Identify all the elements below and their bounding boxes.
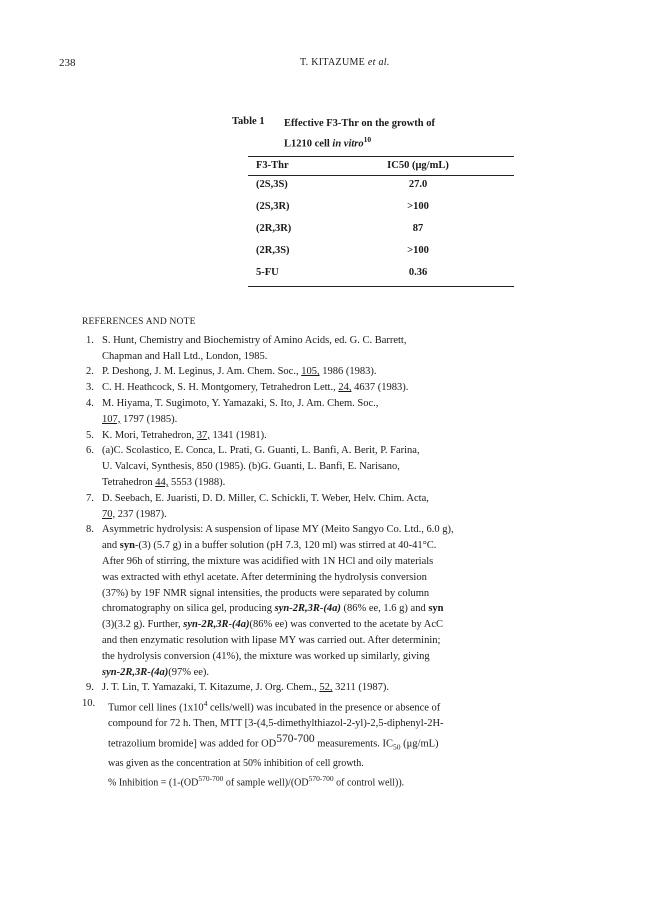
reference-line: the hydrolysis conversion (41%), the mixture was worked up similarly, giving — [102, 650, 430, 662]
reference-line: was extracted with ethyl acetate. After determining the hydrolysis conversion — [102, 571, 427, 583]
table-title-in-vitro: in vitro — [332, 138, 364, 150]
reference-number: 7. — [86, 492, 94, 504]
reference-item — [82, 380, 642, 396]
references-section — [82, 315, 642, 792]
reference-line: P. Deshong, J. M. Leginus, J. Am. Chem. Soc., 105, 1986 (1983). — [102, 366, 377, 378]
reference-line: Chapman and Hall Ltd., London, 1985. — [102, 350, 268, 362]
reference-number: 3. — [86, 382, 94, 394]
cell-compound: (2S,3S) — [256, 179, 288, 190]
header-ic50: IC50 (μg/mL) — [387, 160, 449, 171]
running-head-suffix: et al. — [367, 57, 390, 68]
reference-line: U. Valcavi, Synthesis, 850 (1985). (b)G. Guanti, L. Banfi, E. Narisano, — [102, 461, 400, 473]
table-title-ref: 10 — [363, 135, 372, 144]
reference-line: and then enzymatic resolution with lipase MY was carried out. After determinin; — [102, 634, 441, 646]
references-heading: REFERENCES AND NOTE — [82, 317, 196, 327]
reference-number: 6. — [86, 445, 94, 457]
reference-item — [82, 522, 642, 680]
running-head — [300, 57, 390, 68]
reference-line: compound for 72 h. Then, MTT [3-(4,5-dimethylthiazol-2-yl)-2,5-diphenyl-2H- — [108, 718, 444, 730]
header-compound: F3-Thr — [256, 160, 289, 171]
reference-item — [82, 333, 642, 365]
volume: 52, — [319, 682, 333, 694]
volume: 105, — [301, 366, 320, 378]
reference-item — [82, 696, 642, 791]
reference-line: (a)C. Scolastico, E. Conca, L. Prati, G. Guanti, L. Banfi, A. Berit, P. Farina, — [102, 445, 420, 457]
reference-item — [82, 491, 642, 523]
table-label: Table 1 — [232, 116, 265, 127]
table-title — [284, 116, 544, 153]
reference-line: M. Hiyama, T. Sugimoto, Y. Yamazaki, S. Ito, J. Am. Chem. Soc., — [102, 397, 379, 409]
reference-line: D. Seebach, E. Juaristi, D. D. Miller, C. Schickli, T. Weber, Helv. Chim. Acta, — [102, 492, 429, 504]
table-row — [248, 176, 514, 198]
reference-line: tetrazolium bromide] was added for OD$^{570-700}$ measurements. $IC_{50}$ (μg/mL) — [108, 733, 439, 752]
cell-ic50: 27.0 — [408, 179, 428, 190]
reference-line: and syn-(3) (5.7 g) in a buffer solution (pH 7.3, 120 ml) was stirred at 40-41°C. — [102, 540, 437, 552]
cell-compound: 5-FU — [256, 267, 279, 278]
reference-item — [82, 680, 642, 696]
reference-line: (37%) by 19F NMR signal intensities, the products were separated by column — [102, 587, 430, 599]
reference-line: Tetrahedron 44, 5553 (1988). — [102, 476, 226, 488]
reference-line: C. H. Heathcock, S. H. Montgomery, Tetrahedron Lett., 24, 4637 (1983). — [102, 382, 409, 394]
reference-line: J. T. Lin, T. Yamazaki, T. Kitazume, J. Org. Chem., 52, 3211 (1987). — [102, 682, 389, 694]
volume: 24, — [338, 382, 352, 394]
reference-line: chromatography on silica gel, producing syn-2R,3R-(4a) (86% ee, 1.6 g) and syn — [102, 603, 444, 615]
reference-line: 107, 1797 (1985). — [102, 413, 178, 425]
reference-number: 2. — [86, 366, 94, 378]
reference-item — [82, 443, 642, 490]
reference-line: After 96h of stirring, the mixture was acidified with 1N HCl and oily materials — [102, 555, 434, 567]
reference-number: 10. — [82, 698, 96, 710]
table-row — [248, 264, 514, 286]
running-head-author: T. KITAZUME — [300, 57, 366, 68]
reference-item — [82, 428, 642, 444]
reference-line: 70, 237 (1987). — [102, 508, 167, 520]
reference-number: 9. — [86, 682, 94, 694]
reference-item — [82, 364, 642, 380]
page-number: 238 — [59, 57, 76, 69]
table-title-line1: Effective F3-Thr on the growth of — [284, 118, 435, 129]
table-row — [248, 242, 514, 264]
table-header-row — [248, 157, 514, 175]
cell-compound: (2R,3S) — [256, 245, 290, 256]
cell-ic50: 87 — [412, 223, 424, 234]
cell-compound: (2R,3R) — [256, 223, 292, 234]
reference-line: Tumor cell lines ($1x10^4$ cells/well) was incubated in the presence or absence of — [108, 699, 441, 714]
volume: 44, — [155, 476, 169, 488]
reference-item — [82, 396, 642, 428]
table-title-line2: L1210 cell — [284, 138, 333, 150]
volume: 107, — [102, 413, 121, 425]
table-row — [248, 220, 514, 242]
reference-number: 4. — [86, 397, 94, 409]
table-row — [248, 198, 514, 220]
reference-line: K. Mori, Tetrahedron, 37, 1341 (1981). — [102, 429, 267, 441]
reference-line: (3)(3.2 g). Further, syn-2R,3R-(4a)(86% ee) was converted to the acetate by AcC — [102, 619, 444, 631]
reference-line: Asymmetric hydrolysis: A suspension of lipase MY (Meito Sangyo Co. Ltd., 6.0 g), — [102, 524, 454, 536]
volume: 37, — [196, 429, 210, 441]
volume: 70, — [102, 508, 116, 520]
reference-number: 1. — [86, 334, 94, 346]
cell-ic50: >100 — [407, 201, 429, 212]
results-table — [248, 156, 514, 287]
table-bottom-rule — [248, 286, 514, 287]
cell-compound: (2S,3R) — [256, 201, 290, 212]
reference-line: syn-2R,3R-(4a)(97% ee). — [102, 666, 210, 678]
cell-ic50: >100 — [407, 245, 429, 256]
reference-number: 5. — [86, 429, 94, 441]
reference-line: was given as the concentration at 50% inhibition of cell growth. — [108, 757, 364, 769]
cell-ic50: 0.36 — [408, 267, 428, 278]
reference-line: % Inhibition = ($1-(OD^{570-700}$ of sample well)/(OD$^{570-700}$ of control well)). — [108, 774, 405, 789]
reference-number: 8. — [86, 524, 94, 536]
reference-line: S. Hunt, Chemistry and Biochemistry of Amino Acids, ed. G. C. Barrett, — [102, 334, 407, 346]
